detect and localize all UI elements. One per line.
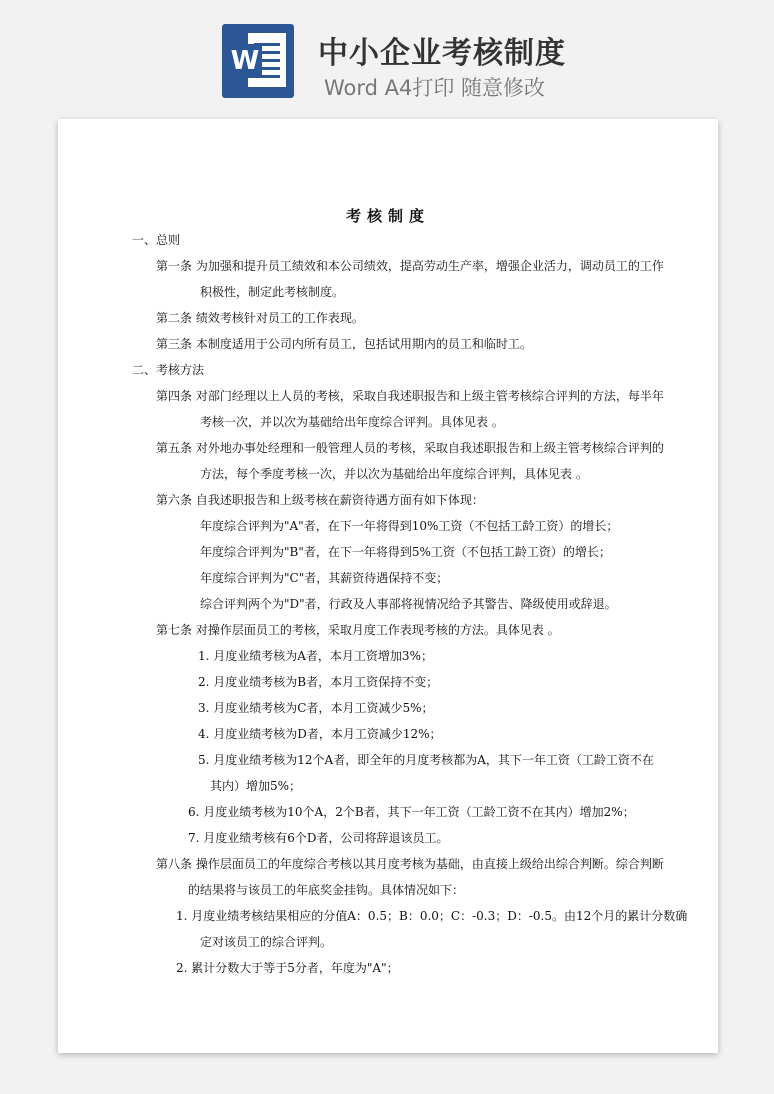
list-item: 4. 月度业绩考核为D者，本月工资减少12%； xyxy=(198,727,442,741)
list-item: 1. 月度业绩考核结果相应的分值A：0.5；B：0.0；C：-0.3；D：-0.5。由12个月的累计分数确 xyxy=(176,909,688,923)
paragraph-line: 年度综合评判为"A"者，在下一年将得到10%工资（不包括工龄工资）的增长； xyxy=(200,519,619,533)
section-heading: 一、总则 xyxy=(132,233,181,247)
banner-subtitle: Word A4打印 随意修改 xyxy=(324,76,546,100)
paragraph-line: 的结果将与该员工的年底奖金挂钩。具体情况如下： xyxy=(188,883,465,897)
paragraph-line: 第六条 自我述职报告和上级考核在薪资待遇方面有如下体现： xyxy=(156,493,484,507)
paragraph-line: 综合评判两个为"D"者，行政及人事部将视情况给予其警告、降级使用或辞退。 xyxy=(200,597,617,611)
paragraph-line: 第七条 对操作层面员工的考核，采取月度工作表现考核的方法。具体见表 。 xyxy=(156,623,560,637)
document-page xyxy=(58,119,718,1053)
list-item: 2. 月度业绩考核为B者，本月工资保持不变； xyxy=(198,675,439,689)
banner-header xyxy=(0,0,774,118)
list-item: 其内）增加5%； xyxy=(210,779,302,793)
paragraph-line: 第一条 为加强和提升员工绩效和本公司绩效，提高劳动生产率，增强企业活力，调动员工的工作 xyxy=(156,259,664,273)
banner-title: 中小企业考核制度 xyxy=(318,36,566,71)
paragraph-line: 第四条 对部门经理以上人员的考核，采取自我述职报告和上级主管考核综合评判的方法，每半年 xyxy=(156,389,664,403)
word-document-icon xyxy=(222,24,294,98)
word-logo-letter: W xyxy=(228,44,262,78)
list-item: 5. 月度业绩考核为12个A者，即全年的月度考核都为A，其下一年工资（工龄工资不在 xyxy=(198,753,654,767)
list-item: 3. 月度业绩考核为C者，本月工资减少5%； xyxy=(198,701,434,715)
section-heading: 二、考核方法 xyxy=(132,363,205,377)
list-item: 定对该员工的综合评判。 xyxy=(200,935,333,949)
paragraph-line: 积极性，制定此考核制度。 xyxy=(200,285,345,299)
paragraph-line: 方法，每个季度考核一次，并以次为基础给出年度综合评判，具体见表 。 xyxy=(200,467,588,481)
list-item: 1. 月度业绩考核为A者，本月工资增加3%； xyxy=(198,649,433,663)
paragraph-line: 第三条 本制度适用于公司内所有员工，包括试用期内的员工和临时工。 xyxy=(156,337,532,351)
paragraph-line: 年度综合评判为"C"者，其薪资待遇保持不变； xyxy=(200,571,449,585)
list-item: 6. 月度业绩考核为10个A，2个B者，其下一年工资（工龄工资不在其内）增加2%； xyxy=(188,805,635,819)
paragraph-line: 第二条 绩效考核针对员工的工作表现。 xyxy=(156,311,364,325)
paragraph-line: 年度综合评判为"B"者，在下一年将得到5%工资（不包括工龄工资）的增长； xyxy=(200,545,611,559)
list-item: 2. 累计分数大于等于5分者，年度为"A"； xyxy=(176,961,399,975)
paragraph-line: 第五条 对外地办事处经理和一般管理人员的考核，采取自我述职报告和上级主管考核综合评判的 xyxy=(156,441,664,455)
document-title: 考核制度 xyxy=(345,207,430,225)
list-item: 7. 月度业绩考核有6个D者，公司将辞退该员工。 xyxy=(188,831,449,845)
paragraph-line: 第八条 操作层面员工的年度综合考核以其月度考核为基础，由直接上级给出综合判断。综合判断 xyxy=(156,857,664,871)
paragraph-line: 考核一次，并以次为基础给出年度综合评判。具体见表 。 xyxy=(200,415,504,429)
